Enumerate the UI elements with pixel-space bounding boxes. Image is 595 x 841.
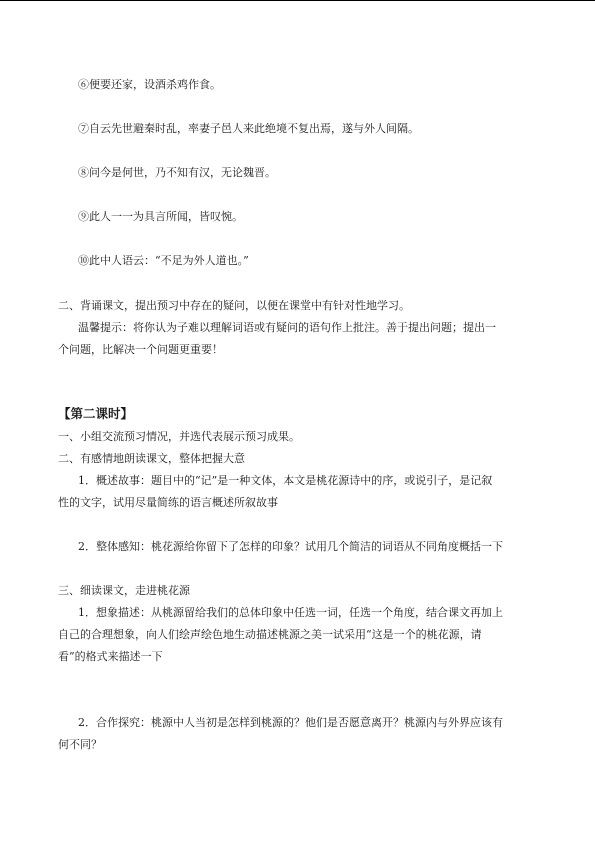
- step-three-item-1-line-1: 1．想象描述：从桃源留给我们的总体印象中任选一词，任选一个角度，结合课文再加上: [78, 606, 503, 619]
- top-rule: [0, 0, 595, 1]
- step-two-item-1-line-1: 1．概述故事：题目中的“记”是一种文体，本文是桃花源诗中的序，或说引子，是记叙: [78, 474, 493, 487]
- sentence-10: ⑩此中人语云：“不足为外人道也。”: [78, 254, 249, 267]
- sentence-8: ⑧问今是何世，乃不知有汉，无论魏晋。: [78, 166, 276, 179]
- step-three: 三、细读课文，走进桃花源: [58, 584, 190, 597]
- step-one: 一、小组交流预习情况，并选代表展示预习成果。: [58, 430, 300, 443]
- step-three-item-2-line-2: 何不同？: [58, 738, 102, 751]
- tip-line-2: 个问题，比解决一个问题更重要！: [58, 343, 223, 356]
- step-two-item-1-line-2: 性的文字，试用尽量简练的语言概述所叙故事: [58, 496, 278, 509]
- sentence-9: ⑨此人一一为具言所闻，皆叹惋。: [78, 210, 243, 223]
- section-two-recite: 二、背诵课文，提出预习中存在的疑问，以便在课堂中有针对性地学习。: [58, 299, 410, 312]
- step-two-item-2: 2．整体感知：桃花源给你留下了怎样的印象？试用几个简洁的词语从不同角度概括一下: [78, 540, 503, 553]
- tip-line-1: 温馨提示：将你认为子难以理解词语或有疑问的语句作上批注。善于提出问题；提出一: [78, 321, 496, 334]
- step-three-item-1-line-3: 看”的格式来描述一下: [58, 650, 163, 663]
- sentence-6: ⑥便要还家，设酒杀鸡作食。: [78, 78, 221, 91]
- step-two: 二、有感情地朗读课文，整体把握大意: [58, 452, 245, 465]
- sentence-7: ⑦自云先世避秦时乱，率妻子邑人来此绝境不复出焉，遂与外人间隔。: [78, 122, 419, 135]
- lesson-two-heading: 【第二课时】: [58, 406, 134, 421]
- step-three-item-1-line-2: 自己的合理想象，向人们绘声绘色地生动描述桃源之美一试采用“这是一个的桃花源，请: [58, 628, 482, 641]
- step-three-item-2-line-1: 2．合作探究：桃源中人当初是怎样到桃源的？他们是否愿意离开？桃源内与外界应该有: [78, 716, 503, 729]
